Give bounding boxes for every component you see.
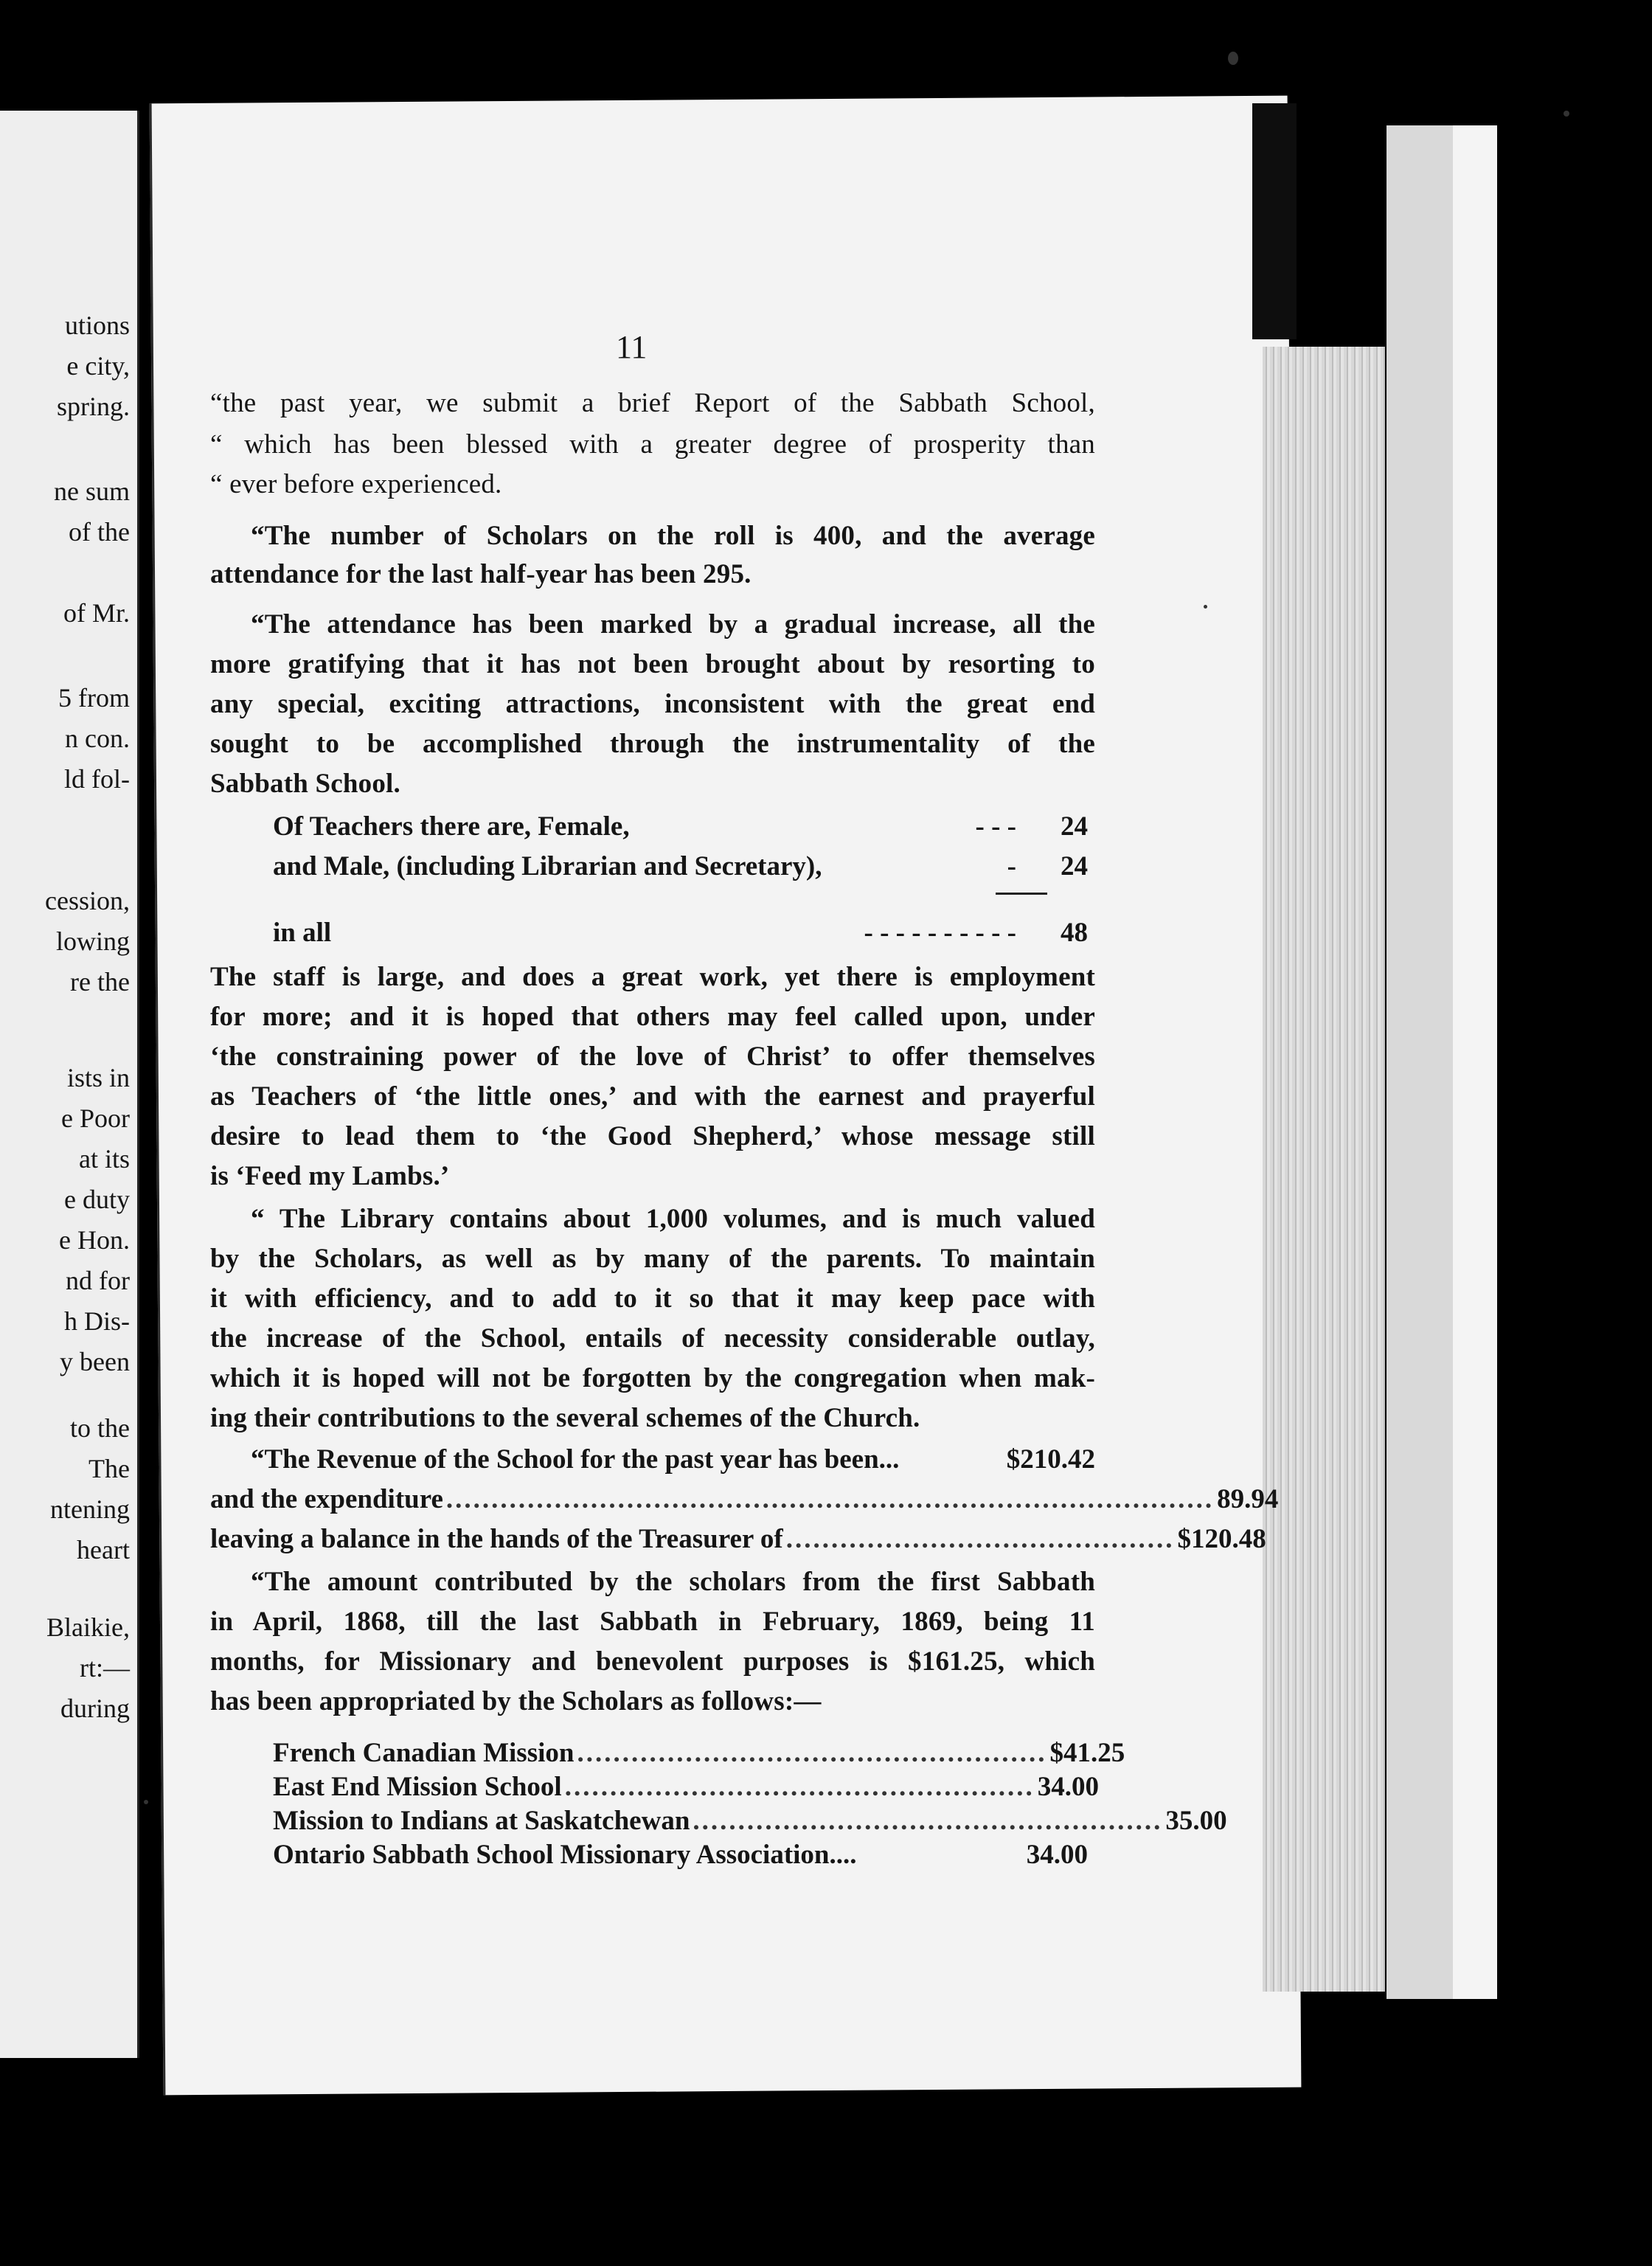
left-facing-page xyxy=(0,111,139,2058)
page-edge-stack xyxy=(1263,347,1385,1992)
teachers-female-count: 24 xyxy=(1061,811,1088,842)
text-line: sought to be accomplished through the instrumentality of the xyxy=(210,729,1095,759)
leader-dots: .................................................... xyxy=(577,1738,1047,1768)
left-page-line: ists in xyxy=(66,1063,130,1092)
text-line: for more; and it is hoped that others may feel called upon, under xyxy=(210,1002,1095,1032)
text-line: it with efficiency, and to add to it so that it may keep pace with xyxy=(210,1283,1095,1314)
teachers-male-label: and Male, (including Librarian and Secretary), xyxy=(273,851,822,881)
left-page-line: ld fol- xyxy=(64,764,130,794)
text-line: “ which has been blessed with a greater degree of prosperity than xyxy=(210,429,1095,460)
text-line: by the Scholars, as well as by many of the parents. To maintain xyxy=(210,1244,1095,1274)
teachers-female-dashes: - - - xyxy=(975,811,1016,842)
text-line: Sabbath School. xyxy=(210,769,400,799)
page-edge-dark xyxy=(1252,103,1297,339)
left-page-line: ntening xyxy=(50,1494,130,1524)
left-page-line: of Mr. xyxy=(63,598,130,628)
book-edge-right xyxy=(1386,125,1453,1999)
left-page-line: rt:— xyxy=(80,1653,130,1683)
left-page-line: h Dis- xyxy=(64,1306,130,1336)
appropriation-value: 34.00 xyxy=(1037,1772,1099,1802)
page-number: 11 xyxy=(616,329,648,365)
appropriation-label: Mission to Indians at Saskatchewan xyxy=(273,1806,690,1836)
appropriation-label: East End Mission School xyxy=(273,1772,562,1802)
scan-speck xyxy=(144,1800,148,1804)
left-page-line: to the xyxy=(70,1413,130,1443)
appropriation-row xyxy=(273,1805,1227,1837)
text-line: The staff is large, and does a great work, yet there is employment xyxy=(210,962,1095,992)
revenue-row xyxy=(251,1444,1095,1475)
text-line: “ The Library contains about 1,000 volumes, and is much valued xyxy=(251,1204,1095,1234)
teachers-female-row xyxy=(273,811,1088,842)
left-page-line: e duty xyxy=(64,1185,130,1214)
balance-label: leaving a balance in the hands of the Treasurer of xyxy=(210,1524,783,1554)
scan-speck xyxy=(1228,52,1238,65)
appropriation-label: French Canadian Mission xyxy=(273,1738,575,1768)
expenditure-value: 89.94 xyxy=(1217,1484,1279,1514)
appropriation-value: $41.25 xyxy=(1049,1738,1125,1768)
leader-dots: ........................................... xyxy=(785,1524,1175,1554)
scan-speck xyxy=(1564,111,1569,117)
text-line: “The attendance has been marked by a gradual increase, all the xyxy=(251,609,1095,640)
teachers-male-row xyxy=(273,850,1088,882)
text-line: is ‘Feed my Lambs.’ xyxy=(210,1161,450,1191)
text-line: in April, 1868, till the last Sabbath in February, 1869, being 11 xyxy=(210,1607,1095,1637)
left-page-line: e city, xyxy=(66,351,130,381)
text-line: ing their contributions to the several schemes of the Church. xyxy=(210,1403,920,1433)
balance-row xyxy=(210,1523,1266,1555)
leader-dots: .................................................... xyxy=(693,1806,1163,1836)
text-line: months, for Missionary and benevolent purposes is $161.25, which xyxy=(210,1646,1095,1677)
expenditure-row xyxy=(210,1483,1279,1515)
text-line: “The amount contributed by the scholars from the first Sabbath xyxy=(251,1567,1095,1597)
left-page-line: re the xyxy=(70,967,130,997)
left-page-line: heart xyxy=(77,1535,130,1565)
leader-dots: ..................................................................................... xyxy=(445,1484,1215,1514)
left-page-line: of the xyxy=(69,517,130,547)
teachers-total-dashes: - - - - - - - - - - xyxy=(864,918,1016,948)
balance-value: $120.48 xyxy=(1177,1524,1266,1554)
leader-dots: .................................................... xyxy=(564,1772,1035,1802)
teachers-male-count: 24 xyxy=(1061,851,1088,881)
text-line: “the past year, we submit a brief Report of the Sabbath School, xyxy=(210,388,1095,418)
teachers-female-label: Of Teachers there are, Female, xyxy=(273,811,630,842)
left-page-line: nd for xyxy=(66,1266,130,1295)
text-line: has been appropriated by the Scholars as follows:— xyxy=(210,1686,822,1716)
left-page-line: e Poor xyxy=(61,1103,130,1133)
left-page-line: cession, xyxy=(45,886,130,915)
left-page-line: Blaikie, xyxy=(46,1612,130,1642)
text-line: as Teachers of ‘the little ones,’ and with the earnest and prayerful xyxy=(210,1081,1095,1112)
text-line: desire to lead them to ‘the Good Shepherd,’ whose message still xyxy=(210,1121,1095,1151)
teachers-total-row xyxy=(273,917,1088,949)
left-page-line: n con. xyxy=(65,724,130,753)
expenditure-label: and the expenditure xyxy=(210,1484,443,1514)
left-page-line: utions xyxy=(64,311,130,340)
left-page-line: spring. xyxy=(57,392,130,421)
left-page-line: The xyxy=(88,1454,130,1483)
appropriation-row xyxy=(273,1771,1099,1803)
revenue-label: “The Revenue of the School for the past year has been... xyxy=(251,1444,900,1475)
text-line: any special, exciting attractions, inconsistent with the great end xyxy=(210,689,1095,719)
text-line: ‘the constraining power of the love of Christ’ to offer themselves xyxy=(210,1042,1095,1072)
text-line: “ ever before experienced. xyxy=(210,469,502,499)
appropriation-row xyxy=(273,1737,1125,1769)
left-page-line: ne sum xyxy=(54,477,130,506)
book-edge-white xyxy=(1453,125,1497,1999)
scan-speck xyxy=(1204,605,1207,609)
revenue-value: $210.42 xyxy=(1006,1444,1095,1475)
text-line: the increase of the School, entails of necessity considerable outlay, xyxy=(210,1323,1095,1354)
left-page-line: 5 from xyxy=(58,683,130,713)
text-line: more gratifying that it has not been brought about by resorting to xyxy=(210,649,1095,679)
text-line: which it is hoped will not be forgotten by the congregation when mak- xyxy=(210,1363,1095,1393)
appropriation-label: Ontario Sabbath School Missionary Association.... xyxy=(273,1840,857,1870)
left-page-line: at its xyxy=(79,1144,130,1174)
left-page-line: lowing xyxy=(55,926,130,956)
teachers-total-count: 48 xyxy=(1061,918,1088,948)
left-page-line: y been xyxy=(60,1347,130,1376)
left-page-line: e Hon. xyxy=(59,1225,130,1255)
left-page-line: during xyxy=(60,1694,130,1723)
appropriation-row xyxy=(273,1839,1088,1871)
text-line: “The number of Scholars on the roll is 400, and the average xyxy=(251,521,1095,551)
text-line: attendance for the last half-year has been 295. xyxy=(210,559,752,589)
sum-rule xyxy=(996,893,1047,895)
appropriation-value: 35.00 xyxy=(1165,1806,1227,1836)
teachers-total-label: in all xyxy=(273,918,332,948)
appropriation-value: 34.00 xyxy=(1026,1840,1088,1870)
teachers-male-dashes: - xyxy=(1007,851,1016,881)
